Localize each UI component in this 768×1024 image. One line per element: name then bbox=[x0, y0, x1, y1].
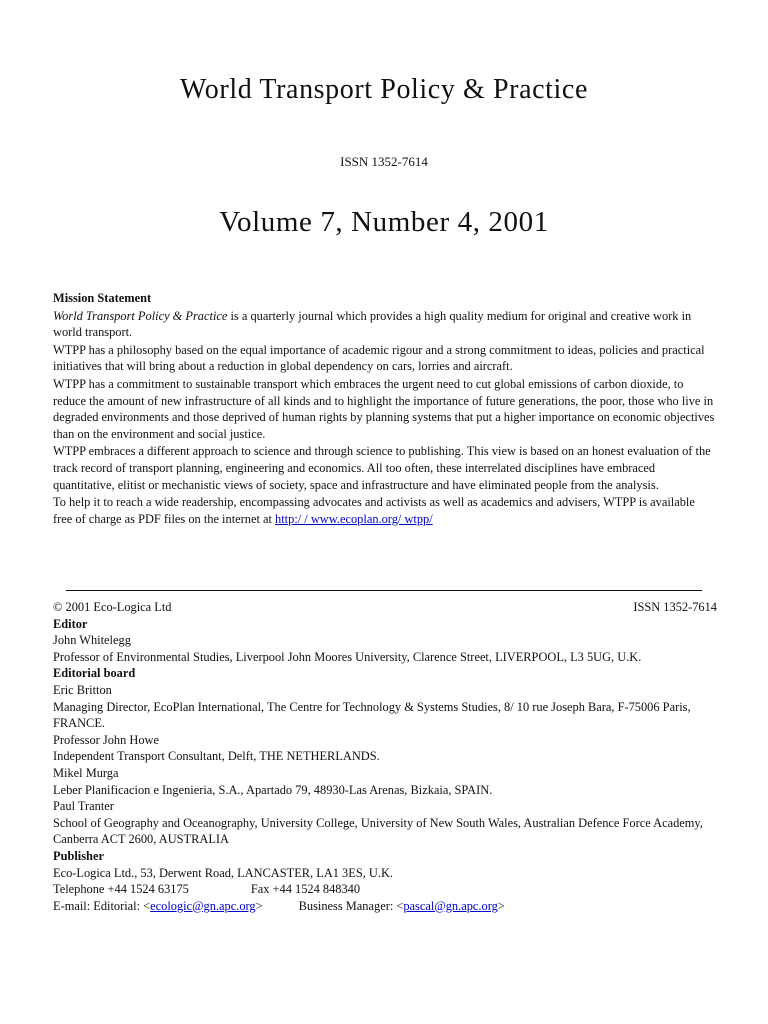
mission-p1-text: is a quarterly journal which provides a high quality medium for original and creative work in world transport. bbox=[53, 308, 692, 340]
contact-emails bbox=[53, 898, 717, 915]
telephone-number: Telephone +44 1524 63175 bbox=[53, 882, 189, 897]
wtpp-website-link[interactable]: http:/ / www.ecoplan.org/ wtpp/ bbox=[275, 511, 433, 526]
copyright-row bbox=[53, 599, 717, 616]
horizontal-divider bbox=[66, 590, 702, 591]
mission-section bbox=[53, 290, 717, 528]
board-member-name: Mikel Murga bbox=[53, 765, 119, 780]
editorial-board-heading: Editorial board bbox=[53, 666, 136, 681]
mission-paragraph-4: WTPP embraces a different approach to science and through science to publishing. This view is based on an honest evaluation of the track record of transport planning, engineering and economics. All too often, these interrelated disciplines have embraced quantitative, elitist or mechanistic views of society, space and infrastructure and have eliminated people from the analysis. bbox=[53, 444, 711, 492]
copyright-text: © 2001 Eco-Logica Ltd bbox=[53, 600, 172, 614]
editor-heading: Editor bbox=[53, 616, 88, 631]
mission-p5-text: To help it to reach a wide readership, encompassing advocates and activists as well as academics and advisers, WTPP is available free of charge as PDF files on the internet at bbox=[53, 495, 695, 526]
fax-number: Fax +44 1524 848340 bbox=[250, 882, 361, 897]
business-email-close: > bbox=[497, 898, 505, 913]
business-email-link[interactable]: pascal@gn.apc.org bbox=[403, 898, 498, 913]
issn-header: ISSN 1352-7614 bbox=[340, 154, 428, 169]
mission-paragraph-5 bbox=[53, 494, 717, 527]
editor-name: John Whitelegg bbox=[53, 633, 131, 648]
mission-paragraph-1 bbox=[53, 308, 717, 341]
masthead-section bbox=[53, 599, 717, 914]
mission-heading: Mission Statement bbox=[53, 291, 152, 305]
journal-title: World Transport Policy & Practice bbox=[180, 74, 588, 105]
mission-paragraph-3: WTPP has a commitment to sustainable transport which embraces the urgent need to cut global emissions of carbon dioxide, to reduce the amount of new infrastructure of all kinds and to highlight the importance of future generations, the poor, those who live in degraded environments and those deprived of human rights by planning systems that put a higher importance on economic objectives than on the environment and social justice. bbox=[53, 376, 715, 441]
editor-affiliation: Professor of Environmental Studies, Liverpool John Moores University, Clarence Street, LIVERPOOL, L3 5UG, U.K. bbox=[53, 649, 642, 664]
publisher-address: Eco-Logica Ltd., 53, Derwent Road, LANCASTER, LA1 3ES, U.K. bbox=[53, 865, 393, 880]
editorial-email-close: > bbox=[255, 898, 263, 913]
contact-phone-fax bbox=[53, 881, 717, 898]
journal-name-italic: World Transport Policy & Practice bbox=[53, 308, 228, 323]
board-member-name: Eric Britton bbox=[53, 682, 112, 697]
business-email-label: Business Manager: < bbox=[298, 898, 404, 913]
board-member-affiliation: Leber Planificacion e Ingenieria, S.A., Apartado 79, 48930-Las Arenas, Bizkaia, SPAIN. bbox=[53, 782, 493, 797]
board-member-affiliation: Managing Director, EcoPlan International, The Centre for Technology & Systems Studies, 8/ 10 rue Joseph Bara, F-75006 Paris, FRANCE. bbox=[53, 699, 691, 731]
board-member-name: Paul Tranter bbox=[53, 799, 114, 814]
board-member-affiliation: Independent Transport Consultant, Delft, THE NETHERLANDS. bbox=[53, 749, 380, 764]
issn-footer: ISSN 1352-7614 bbox=[633, 600, 717, 614]
editorial-email-link[interactable]: ecologic@gn.apc.org bbox=[150, 898, 256, 913]
board-member-name: Professor John Howe bbox=[53, 732, 159, 747]
mission-paragraph-2: WTPP has a philosophy based on the equal importance of academic rigour and a strong commitment to ideas, policies and practical initiatives that will bring about a reduction in global dependency on cars, lorries and aircraft. bbox=[53, 342, 705, 374]
editorial-email-label: E-mail: Editorial: < bbox=[53, 898, 151, 913]
volume-heading: Volume 7, Number 4, 2001 bbox=[219, 206, 549, 238]
publisher-heading: Publisher bbox=[53, 848, 104, 863]
board-member-affiliation: School of Geography and Oceanography, University College, University of New South Wales, Australian Defence Force Academy, Canberra ACT 2600, AUSTRALIA bbox=[53, 815, 703, 847]
